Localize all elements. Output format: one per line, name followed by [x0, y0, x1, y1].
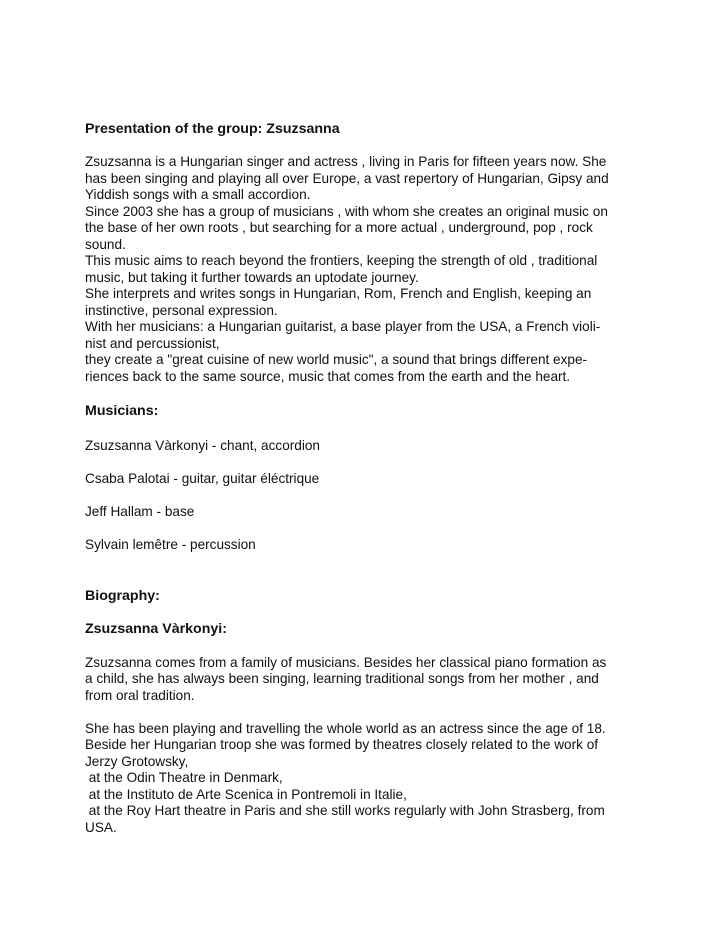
presentation-line: riences back to the same source, music that comes from the earth and the heart.	[85, 368, 571, 384]
presentation-line: With her musicians: a Hungarian guitarist, a base player from the USA, a French violi-	[85, 319, 601, 334]
presentation-line: instinctive, personal expression.	[85, 302, 278, 318]
biography-heading: Biography:	[85, 587, 160, 604]
biography-paragraph	[85, 721, 645, 837]
presentation-line: Yiddish songs with a small accordion.	[85, 187, 311, 202]
presentation-paragraph	[85, 154, 645, 385]
musician-item: Zsuzsanna Vàrkonyi - chant, accordion	[85, 438, 320, 453]
biography-line: a child, she has always been singing, learning traditional songs from her mother , and	[85, 671, 599, 686]
biography-line: from oral tradition.	[85, 687, 195, 703]
document-page	[85, 121, 645, 836]
presentation-line: they create a "great cuisine of new world music", a sound that brings different expe-	[85, 352, 588, 367]
biography-line: at the Instituto de Arte Scenica in Pontremoli in Italie,	[85, 786, 407, 802]
biography-line: Beside her Hungarian troop she was formed by theatres closely related to the work of	[85, 737, 599, 752]
presentation-line: She interprets and writes songs in Hungarian, Rom, French and English, keeping an	[85, 286, 592, 301]
biography-line: Zsuzsanna comes from a family of musicians. Besides her classical piano formation as	[85, 654, 607, 670]
presentation-line: the base of her own roots , but searching for a more actual , underground, pop , rock	[85, 220, 593, 235]
musician-item: Csaba Palotai - guitar, guitar éléctrique	[85, 471, 320, 486]
biography-line: USA.	[85, 819, 117, 835]
musicians-heading: Musicians:	[85, 403, 159, 419]
biography-line: at the Odin Theatre in Denmark,	[85, 770, 283, 785]
biography-line: Jerzy Grotowsky,	[85, 753, 189, 769]
presentation-line: music, but taking it further towards an uptodate journey.	[85, 269, 419, 285]
musician-item: Jeff Hallam - base	[85, 504, 195, 519]
presentation-line: This music aims to reach beyond the frontiers, keeping the strength of old , traditional	[85, 253, 598, 268]
biography-line: at the Roy Hart theatre in Paris and she still works regularly with John Strasberg, from	[85, 803, 605, 818]
presentation-line: nist and percussionist,	[85, 335, 220, 351]
presentation-line: Since 2003 she has a group of musicians , with whom she creates an original music on	[85, 203, 608, 219]
presentation-line: sound.	[85, 236, 126, 252]
biography-line: She has been playing and travelling the whole world as an actress since the age of 18.	[85, 720, 606, 736]
presentation-heading: Presentation of the group: Zsuzsanna	[85, 121, 340, 137]
presentation-line: Zsuzsanna is a Hungarian singer and actress , living in Paris for fifteen years now. She	[85, 154, 607, 169]
biography-paragraph	[85, 655, 645, 705]
presentation-line: has been singing and playing all over Europe, a vast repertory of Hungarian, Gipsy and	[85, 170, 609, 186]
musicians-list	[85, 438, 645, 554]
musician-item: Sylvain lemêtre - percussion	[85, 537, 256, 552]
biography-subheading: Zsuzsanna Vàrkonyi:	[85, 620, 227, 637]
